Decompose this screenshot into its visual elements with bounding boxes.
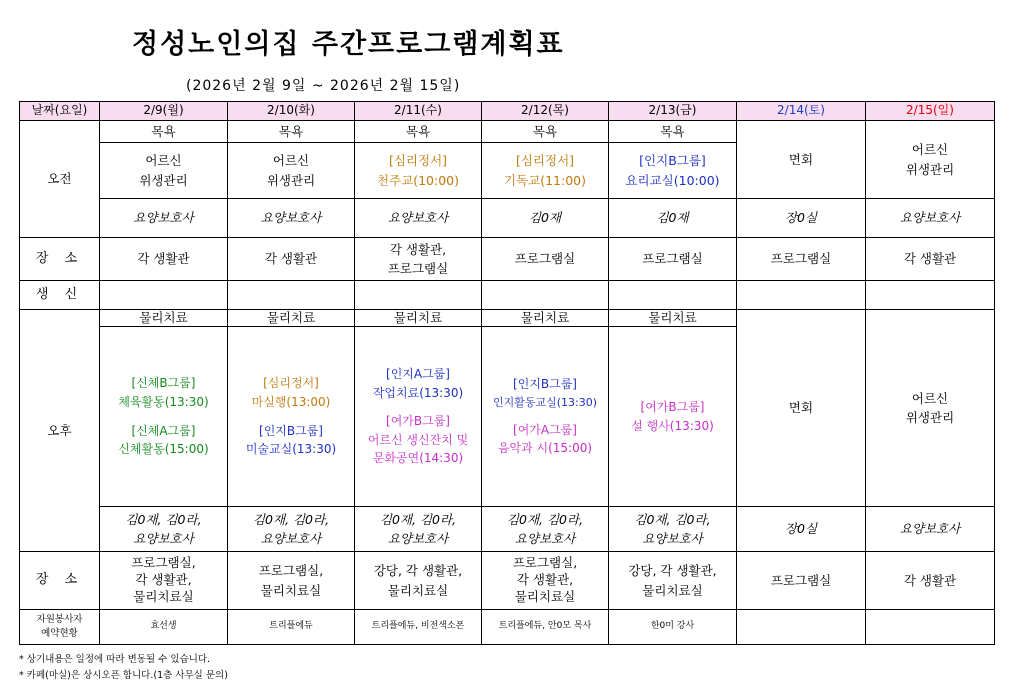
header-cell: 2/12(목) (482, 102, 609, 121)
am-program: [심리정서] 천주교(10:00) (355, 143, 482, 199)
pm-staff: 김0재, 김0라, 요양보호사 (482, 507, 609, 552)
pm-place: 강당, 각 생활관, 물리치료실 (609, 552, 737, 610)
saengsin-cell (482, 281, 609, 310)
am-place: 프로그램실 (482, 238, 609, 281)
am-bath: 목욕 (482, 121, 609, 143)
header-cell: 2/10(화) (228, 102, 355, 121)
saengsin-cell (355, 281, 482, 310)
header-cell: 2/9(월) (100, 102, 228, 121)
am-bath: 목욕 (609, 121, 737, 143)
saengsin-cell (100, 281, 228, 310)
period: (2026년 2월 9일 ~ 2026년 2월 15일) (186, 78, 461, 94)
header-cell-sunday: 2/15(일) (866, 102, 995, 121)
footnote: * 상기내용은 일정에 따라 변동될 수 있습니다. (19, 654, 211, 665)
pm-staff: 김0재, 김0라, 요양보호사 (228, 507, 355, 552)
pm-label: 오후 (20, 310, 100, 552)
pm-therapy: 물리치료 (355, 310, 482, 327)
pm-therapy: 물리치료 (228, 310, 355, 327)
header-cell: 2/13(금) (609, 102, 737, 121)
pm-program-fri: [여가B그룹] 설 행사(13:30) (609, 327, 737, 507)
schedule-table (19, 101, 995, 645)
footnote: * 카페(마실)은 상시오픈 합니다.(1층 사무실 문의) (19, 670, 228, 681)
am-program: 어르신 위생관리 (100, 143, 228, 199)
pm-therapy: 물리치료 (482, 310, 609, 327)
volunteer-label: 자원봉사자 예약현황 (20, 610, 100, 645)
pm-sat-program: 면회 (737, 310, 866, 507)
am-place: 각 생활관, 프로그램실 (355, 238, 482, 281)
am-place: 각 생활관 (866, 238, 995, 281)
pm-program-wed: [인지A그룹] 작업치료(13:30) [여가B그룹] 어르신 생신잔치 및 문화공연(14:30) (355, 327, 482, 507)
am-staff: 요양보호사 (228, 199, 355, 238)
am-label: 오전 (20, 121, 100, 238)
pm-staff: 김0재, 김0라, 요양보호사 (609, 507, 737, 552)
am-place: 각 생활관 (228, 238, 355, 281)
am-place: 프로그램실 (609, 238, 737, 281)
saengsin-cell (866, 281, 995, 310)
am-program: [인지B그룹] 요리교실(10:00) (609, 143, 737, 199)
pm-place: 프로그램실 (737, 552, 866, 610)
am-staff: 김0재 (609, 199, 737, 238)
am-staff: 요양보호사 (866, 199, 995, 238)
pm-staff: 김0재, 김0라, 요양보호사 (100, 507, 228, 552)
volunteer-cell: 효선생 (100, 610, 228, 645)
am-place-label: 장 소 (20, 238, 100, 281)
am-program: 어르신 위생관리 (228, 143, 355, 199)
am-place: 각 생활관 (100, 238, 228, 281)
pm-place: 프로그램실, 물리치료실 (228, 552, 355, 610)
header-cell: 날짜(요일) (20, 102, 100, 121)
am-staff: 장0실 (737, 199, 866, 238)
page-title: 정성노인의집 주간프로그램계획표 (132, 29, 565, 60)
pm-sun-program: 어르신 위생관리 (866, 310, 995, 507)
pm-staff: 김0재, 김0라, 요양보호사 (355, 507, 482, 552)
pm-place-label: 장 소 (20, 552, 100, 610)
am-place: 프로그램실 (737, 238, 866, 281)
am-staff: 김0재 (482, 199, 609, 238)
pm-therapy: 물리치료 (100, 310, 228, 327)
pm-place: 강당, 각 생활관, 물리치료실 (355, 552, 482, 610)
saengsin-cell (737, 281, 866, 310)
saengsin-cell (609, 281, 737, 310)
pm-program-tue: [심리정서] 마실행(13:00) [인지B그룹] 미술교실(13:30) (228, 327, 355, 507)
am-staff: 요양보호사 (355, 199, 482, 238)
volunteer-cell: 트리플에듀 (228, 610, 355, 645)
pm-place: 각 생활관 (866, 552, 995, 610)
volunteer-cell: 트리플에듀, 비전색소폰 (355, 610, 482, 645)
am-staff: 요양보호사 (100, 199, 228, 238)
pm-therapy: 물리치료 (609, 310, 737, 327)
am-bath: 목욕 (100, 121, 228, 143)
pm-program-thu: [인지B그룹] 인지활동교실(13:30) [여가A그룹] 음악과 시(15:00) (482, 327, 609, 507)
pm-staff: 요양보호사 (866, 507, 995, 552)
pm-staff: 장0실 (737, 507, 866, 552)
pm-program-mon: [신체B그룹] 체육활동(13:30) [신체A그룹] 신체활동(15:00) (100, 327, 228, 507)
saengsin-cell (228, 281, 355, 310)
am-program: [심리정서] 기독교(11:00) (482, 143, 609, 199)
am-bath: 목욕 (228, 121, 355, 143)
header-cell: 2/11(수) (355, 102, 482, 121)
volunteer-cell: 한0미 강사 (609, 610, 737, 645)
saengsin-label: 생 신 (20, 281, 100, 310)
volunteer-cell: 트리플에듀, 안0모 목사 (482, 610, 609, 645)
footnotes (19, 652, 228, 684)
pm-place: 프로그램실, 각 생활관, 물리치료실 (482, 552, 609, 610)
am-sun-program: 어르신 위생관리 (866, 121, 995, 199)
am-sat-program: 면회 (737, 121, 866, 199)
volunteer-cell (866, 610, 995, 645)
volunteer-cell (737, 610, 866, 645)
am-bath: 목욕 (355, 121, 482, 143)
header-row (20, 102, 995, 121)
header-cell-saturday: 2/14(토) (737, 102, 866, 121)
pm-place: 프로그램실, 각 생활관, 물리치료실 (100, 552, 228, 610)
